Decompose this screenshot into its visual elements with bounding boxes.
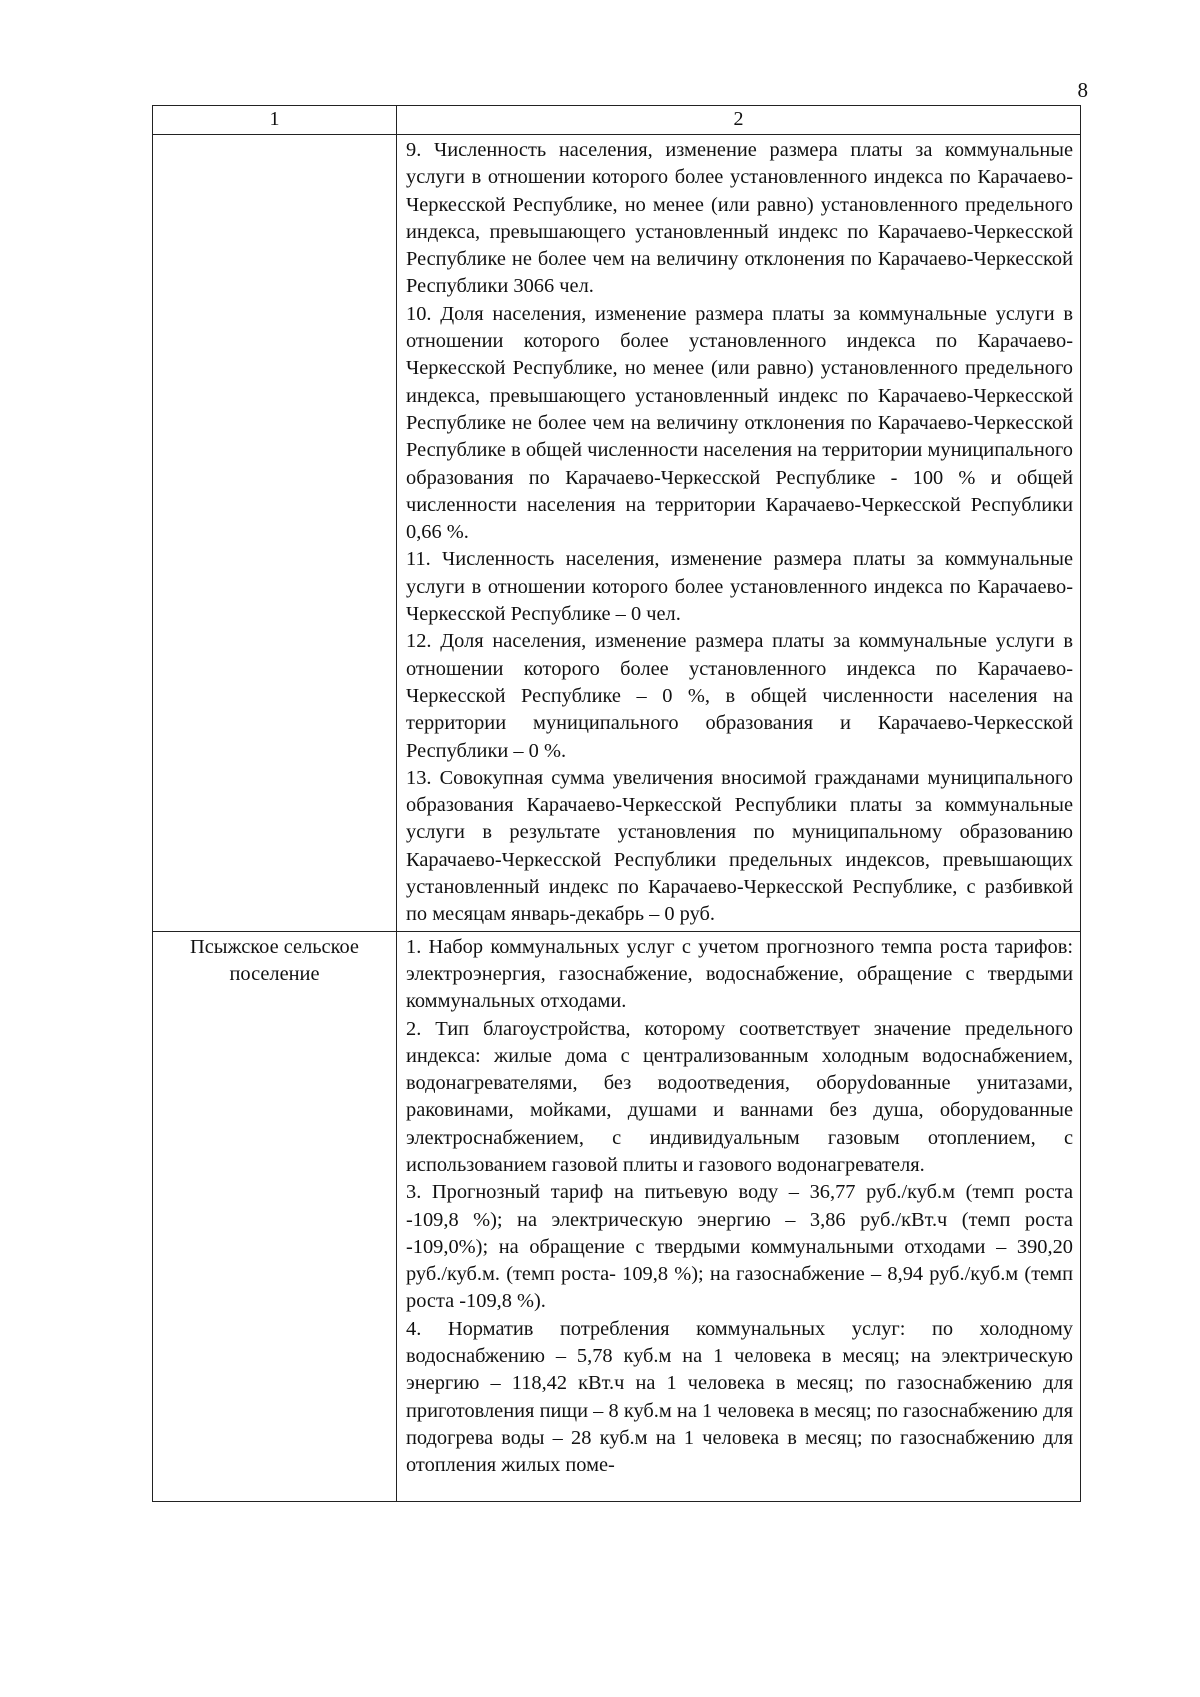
column-number-row xyxy=(153,106,1081,135)
indicator-paragraph: 1. Набор коммунальных услуг с учетом прогнозного темпа роста тарифов: электроэнергия, газоснабжение, водоснабжение, обращение с твердыми коммунальных отходами. xyxy=(406,935,1073,1013)
indicator-paragraph: 12. Доля населения, изменение размера платы за коммунальные услуги в отношении которого более установленного индекса по Карачаево-Черкесской Республике – 0 %, в общей численности населения на территории муниципального образования и Карачаево-Черкесской Республики – 0 %. xyxy=(406,630,1073,762)
municipality-name-cell: Псыжское сельское поселение xyxy=(153,931,397,1501)
column-number-2: 2 xyxy=(397,106,1081,135)
table-row xyxy=(153,931,1081,1501)
indicator-paragraph: 9. Численность населения, изменение размера платы за коммунальные услуги в отношении которого более установленного индекса по Карачаево-Черкесской Республике, но менее (или равно) установленного предельного индекса, превышающего установленный индекс по Карачаево-Черкесской Республике не более чем на величину отклонения по Карачаево-Черкесской Республики 3066 чел. xyxy=(406,139,1073,298)
indicators-cell xyxy=(397,931,1081,1501)
indicators-cell xyxy=(397,135,1081,932)
table-row xyxy=(153,135,1081,932)
indicator-paragraph: 11. Численность населения, изменение размера платы за коммунальные услуги в отношении которого более установленного индекса по Карачаево-Черкесской Республике – 0 чел. xyxy=(406,548,1073,626)
indicator-paragraph: 4. Норматив потребления коммунальных услуг: по холодному водоснабжению – 5,78 куб.м на 1 человека в месяц; на электрическую энергию – 118,42 кВт.ч на 1 человека в месяц; по газоснабжению для приготовления пищи – 8 куб.м на 1 человека в месяц; по газоснабжению для подогрева воды – 28 куб.м на 1 человека в месяц; по газоснабжению для отопления жилых поме- xyxy=(406,1317,1073,1477)
municipality-name-cell xyxy=(153,135,397,932)
indicator-paragraph: 3. Прогнозный тариф на питьевую воду – 36,77 руб./куб.м (темп роста -109,8 %); на электрическую энергию – 3,86 руб./кВт.ч (темп роста -109,0%); на обращение с твердыми коммунальными отходами – 390,20 руб./куб.м. (темп роста- 109,8 %); на газоснабжение – 8,94 руб./куб.м (темп роста -109,8 %). xyxy=(406,1181,1073,1313)
page-number: 8 xyxy=(1077,78,1088,102)
document-table xyxy=(152,105,1081,1502)
indicator-paragraph: 13. Совокупная сумма увеличения вносимой гражданами муниципального образования Карачаево-Черкесской Республики платы за коммунальные услуги в результате установления по муниципальному образованию Карачаево-Черкесской Республики предельных индексов, превышающих установленный индекс по Карачаево-Черкесской Республике, с разбивкой по месяцам январь-декабрь – 0 руб. xyxy=(406,766,1073,926)
column-number-1: 1 xyxy=(153,106,397,135)
indicator-paragraph: 2. Тип благоустройства, которому соответствует значение предельного индекса: жилые дома с централизованным холодным водоснабжением, водонагревателями, без водоотведения, оборуdованные унитазами, раковинами, мойками, душами и ваннами без душа, оборудованные электроснабжением, с индивидуальным газовым отоплением, с использованием газовой плиты и газового водонагревателя. xyxy=(406,1017,1073,1176)
indicator-paragraph: 10. Доля населения, изменение размера платы за коммунальные услуги в отношении которого более установленного индекса по Карачаево-Черкесской Республике, но менее (или равно) установленного предельного индекса, превышающего установленный индекс по Карачаево-Черкесской Республике не более чем на величину отклонения по Карачаево-Черкесской Республике в общей численности населения на территории муниципального образования по Карачаево-Черкесской Республике - 100 % и общей численности населения на территории Карачаево-Черкесской Республики 0,66 %. xyxy=(406,302,1073,544)
